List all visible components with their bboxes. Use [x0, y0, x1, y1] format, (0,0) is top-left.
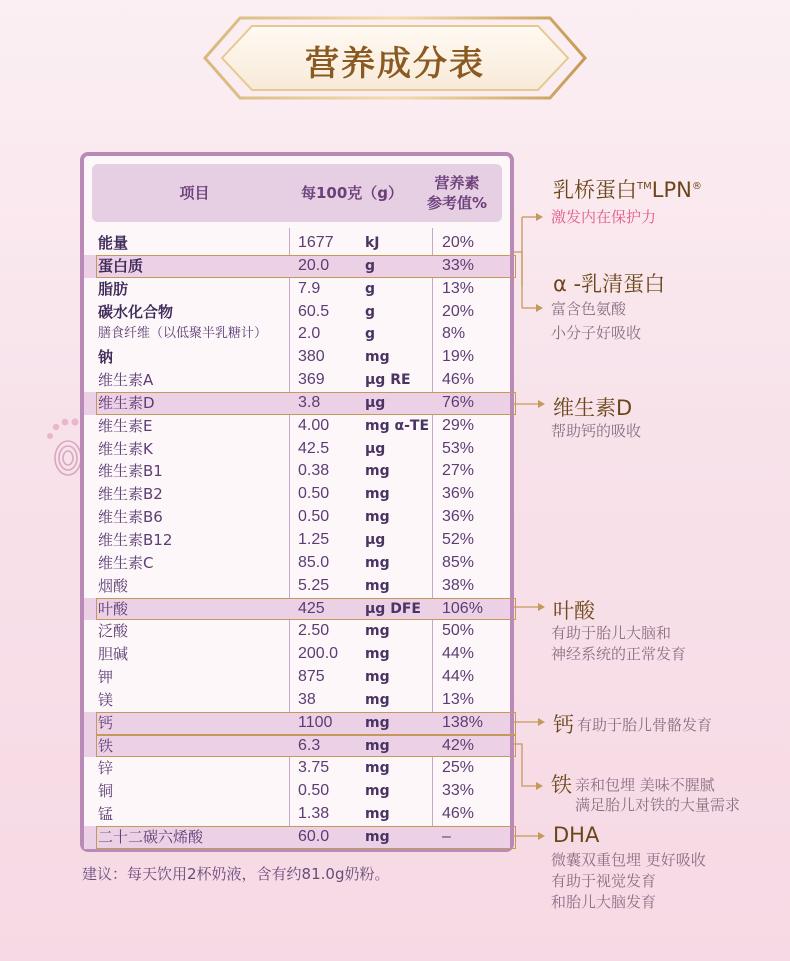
nutrient-nrv: 25% — [442, 759, 475, 777]
nutrient-unit: g — [365, 326, 376, 343]
nutrient-nrv: 36% — [442, 508, 475, 526]
table-row — [84, 598, 510, 621]
nutrient-name: 叶酸 — [98, 599, 129, 618]
table-row — [84, 438, 510, 461]
nutrient-value: 42.5 — [298, 439, 330, 457]
nutrient-unit: mg — [365, 669, 390, 686]
nutrient-unit: μg RE — [365, 372, 411, 389]
callout-folic-sub1: 有助于胎儿大脑和 — [551, 624, 672, 642]
nutrient-value: 0.38 — [298, 462, 330, 480]
nutrient-unit: mg — [365, 509, 390, 526]
usage-note: 建议：每天饮用2杯奶液，含有约81.0g奶粉。 — [82, 865, 390, 883]
nutrient-value: 1.38 — [298, 805, 330, 823]
nutrient-nrv: 42% — [442, 736, 475, 754]
nutrient-name: 能量 — [98, 234, 129, 252]
callout-dha-sub1: 微囊双重包埋 更好吸收 — [551, 851, 706, 869]
nutrient-value: 0.50 — [298, 508, 330, 526]
nutrient-value: 4.00 — [298, 416, 330, 434]
nutrient-nrv: 44% — [442, 645, 475, 663]
nutrient-name: 维生素K — [98, 439, 153, 458]
nutrient-nrv: 29% — [442, 416, 475, 434]
nutrient-name: 蛋白质 — [98, 256, 144, 275]
nutrient-value: 380 — [298, 348, 325, 366]
nutrient-unit: mg — [365, 646, 390, 663]
nutrient-nrv: 50% — [442, 622, 475, 640]
nutrient-unit: mg — [365, 486, 390, 503]
table-row — [84, 803, 510, 826]
nutrient-nrv: 85% — [442, 553, 475, 571]
header-nrv — [412, 173, 502, 213]
nutrient-name: 钙 — [98, 713, 114, 732]
table-row — [84, 643, 510, 666]
nutrient-unit: μg — [365, 531, 386, 548]
table-row — [84, 826, 510, 849]
callout-lpn-title: 乳桥蛋白™LPN® — [553, 178, 702, 202]
callout-lpn-sub: 激发内在保护力 — [551, 208, 657, 226]
table-row — [84, 369, 510, 392]
nutrient-name: 泛酸 — [98, 622, 129, 641]
nutrient-unit: g — [365, 280, 376, 297]
header-item: 项目 — [179, 184, 210, 202]
nutrient-nrv: 46% — [442, 371, 475, 389]
nutrient-nrv: 46% — [442, 805, 475, 823]
nutrient-name: 铁 — [98, 736, 114, 755]
nutrient-value: 85.0 — [298, 553, 330, 571]
nutrient-unit: mg — [365, 737, 390, 754]
nutrient-nrv: 20% — [442, 234, 475, 251]
table-row — [84, 575, 510, 598]
page-title: 营养成分表 — [305, 44, 485, 84]
callout-vitd-title: 维生素D — [553, 396, 633, 420]
nutrient-name: 锌 — [98, 759, 114, 778]
nutrient-nrv: 38% — [442, 576, 475, 594]
nutrient-unit: kJ — [365, 235, 380, 251]
table-header — [92, 164, 502, 222]
table-row — [84, 529, 510, 552]
nutrient-value: 2.0 — [298, 325, 321, 343]
nutrient-nrv: 52% — [442, 530, 475, 548]
nutrient-name: 钾 — [98, 668, 114, 687]
callout-dha-sub3: 和胎儿大脑发育 — [551, 893, 657, 911]
nutrient-name: 维生素B6 — [98, 508, 163, 527]
nutrient-nrv: 53% — [442, 439, 475, 457]
header-nrv-line2: 参考值% — [426, 194, 488, 212]
nutrient-unit: mg — [365, 783, 390, 800]
nutrient-value: 5.25 — [298, 576, 330, 594]
nutrient-value: 7.9 — [298, 279, 321, 297]
nutrient-name: 钠 — [98, 348, 114, 367]
nutrient-nrv: 33% — [442, 256, 475, 274]
nutrient-unit: mg — [365, 806, 390, 823]
nutrient-nrv: 36% — [442, 485, 475, 503]
nutrient-name: 维生素B1 — [98, 462, 163, 481]
nutrient-name: 锰 — [98, 805, 114, 824]
callout-alpha-sub1: 富含色氨酸 — [551, 300, 627, 318]
nutrient-name: 维生素D — [98, 393, 155, 412]
table-row — [84, 323, 510, 346]
nutrient-unit: μg DFE — [365, 600, 421, 617]
nutrient-unit: g — [365, 303, 376, 320]
callout-alpha-sub2: 小分子好吸收 — [551, 324, 642, 342]
nutrient-unit: mg — [365, 714, 390, 731]
nutrient-name: 脂肪 — [98, 279, 129, 298]
nutrition-table — [80, 152, 514, 852]
callout-iron-sub1: 亲和包埋 美味不腥腻 — [575, 776, 715, 794]
callout-folic-title: 叶酸 — [553, 599, 595, 623]
nutrient-name: 维生素B2 — [98, 485, 163, 504]
nutrient-name: 铜 — [98, 782, 114, 801]
callout-folic-sub2: 神经系统的正常发育 — [551, 645, 687, 663]
callout-iron-title: 铁 — [551, 773, 572, 797]
nutrient-value: 875 — [298, 668, 325, 686]
nutrient-unit: mg α-TE — [365, 417, 430, 434]
nutrient-nrv: 13% — [442, 279, 475, 297]
table-row — [84, 392, 510, 415]
table-row — [84, 712, 510, 735]
nutrient-nrv: 13% — [442, 690, 475, 708]
table-row — [84, 415, 510, 438]
nutrient-nrv: 106% — [442, 599, 483, 617]
table-row — [84, 255, 510, 278]
nutrient-value: 0.50 — [298, 485, 330, 503]
callout-alpha-title: α -乳清蛋白 — [553, 272, 666, 296]
nutrient-nrv: 33% — [442, 782, 475, 800]
nutrient-nrv: 8% — [442, 325, 466, 343]
callout-dha-sub2: 有助于视觉发育 — [551, 872, 657, 890]
nutrient-unit: mg — [365, 623, 390, 640]
nutrient-unit: μg — [365, 394, 386, 411]
nutrient-name: 镁 — [98, 690, 114, 709]
nutrient-nrv: 27% — [442, 462, 475, 480]
nutrient-unit: mg — [365, 349, 390, 366]
nutrient-name: 胆碱 — [98, 645, 129, 664]
nutrient-name: 烟酸 — [98, 576, 129, 595]
table-row — [84, 506, 510, 529]
nutrient-name: 维生素B12 — [98, 530, 173, 549]
callout-dha-title: DHA — [553, 823, 600, 847]
nutrient-nrv: 44% — [442, 668, 475, 686]
callout-calcium-sub: 有助于胎儿骨骼发育 — [577, 716, 713, 734]
nutrient-name: 二十二碳六烯酸 — [98, 827, 204, 846]
header-per100g: 每100克（g） — [300, 184, 404, 202]
table-row — [84, 757, 510, 780]
nutrient-name: 维生素A — [98, 371, 154, 390]
callout-calcium-title: 钙 — [553, 713, 574, 737]
nutrient-value: 3.75 — [298, 759, 330, 777]
nutrient-value: 369 — [298, 371, 325, 389]
nutrient-name: 膳食纤维（以低聚半乳糖计） — [98, 326, 268, 342]
nutrient-nrv: 19% — [442, 348, 475, 366]
nutrient-value: 2.50 — [298, 622, 330, 640]
nutrient-nrv: 76% — [442, 393, 475, 411]
nutrient-value: 60.5 — [298, 302, 330, 320]
nutrient-value: 1100 — [298, 713, 333, 731]
nutrient-value: 20.0 — [298, 256, 330, 274]
table-row — [84, 460, 510, 483]
nutrient-unit: mg — [365, 554, 390, 571]
nutrient-name: 维生素C — [98, 553, 154, 572]
nutrient-value: 3.8 — [298, 393, 321, 411]
nutrient-unit: mg — [365, 463, 390, 480]
nutrient-value: 6.3 — [298, 736, 321, 754]
nutrient-unit: mg — [365, 577, 390, 594]
callout-vitd-sub: 帮助钙的吸收 — [551, 422, 642, 440]
header-nrv-line1: 营养素 — [434, 174, 480, 192]
nutrient-name: 碳水化合物 — [98, 302, 174, 321]
table-row — [84, 735, 510, 758]
nutrient-nrv: 138% — [442, 713, 483, 731]
nutrient-value: 200.0 — [298, 645, 339, 663]
table-row — [84, 780, 510, 803]
nutrient-value: 38 — [298, 690, 316, 708]
nutrient-unit: μg — [365, 440, 386, 457]
table-row — [84, 232, 510, 255]
nutrient-nrv: – — [442, 827, 451, 845]
nutrient-unit: mg — [365, 760, 390, 777]
nutrient-value: 425 — [298, 599, 325, 617]
title-banner — [0, 0, 790, 130]
nutrient-value: 1.25 — [298, 530, 330, 548]
nutrient-value: 60.0 — [298, 827, 330, 845]
table-row — [84, 346, 510, 369]
table-row — [84, 301, 510, 324]
nutrient-nrv: 20% — [442, 302, 475, 320]
nutrient-unit: g — [365, 257, 376, 274]
table-body — [84, 232, 510, 849]
table-row — [84, 552, 510, 575]
table-row — [84, 620, 510, 643]
nutrient-unit: mg — [365, 828, 390, 845]
table-row — [84, 689, 510, 712]
table-row — [84, 666, 510, 689]
nutrient-unit: mg — [365, 691, 390, 708]
callout-iron-sub2: 满足胎儿对铁的大量需求 — [575, 796, 741, 814]
nutrient-value: 0.50 — [298, 782, 330, 800]
table-row — [84, 483, 510, 506]
nutrient-name: 维生素E — [98, 416, 153, 435]
table-row — [84, 278, 510, 301]
nutrient-value: 1677 — [298, 234, 334, 251]
